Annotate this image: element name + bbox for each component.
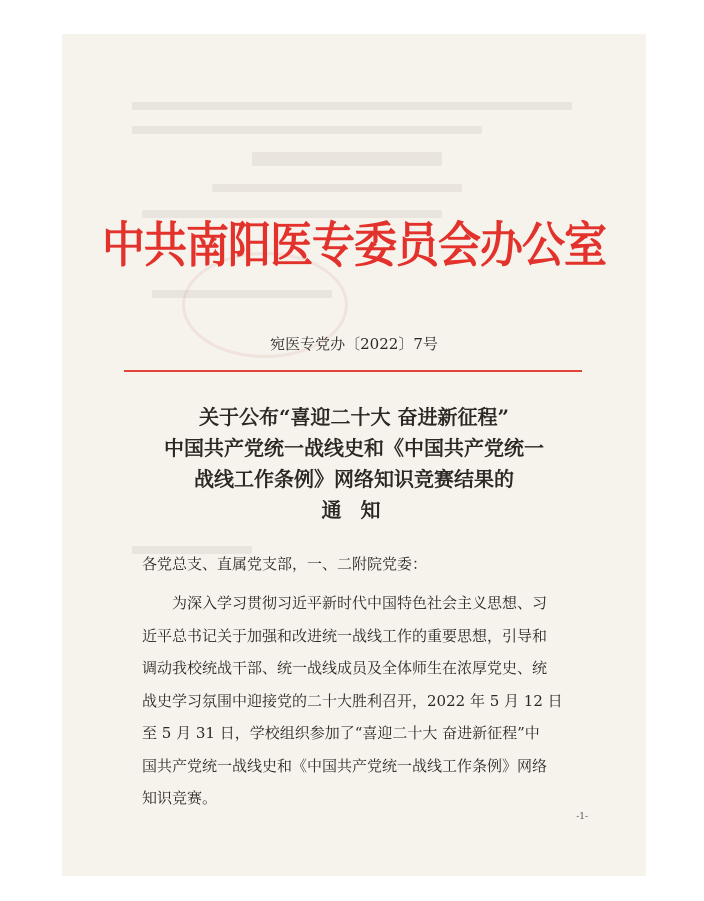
title-line-3: 战线工作条例》网络知识竞赛结果的 (194, 467, 514, 491)
salutation: 各党总支、直属党支部，一、二附院党委： (142, 555, 428, 573)
body-line: 战史学习氛围中迎接党的二十大胜利召开，2022 年 5 月 12 日 (142, 691, 563, 710)
document-page (62, 34, 646, 876)
page-number: -1- (576, 812, 588, 822)
body-line: 调动我校统战干部、统一战线成员及全体师生在浓厚党史、统 (142, 659, 548, 677)
body-line: 知识竞赛。 (142, 789, 218, 807)
red-divider-line (124, 370, 582, 372)
title-line-1: 关于公布“喜迎二十大 奋进新征程” (199, 405, 509, 429)
title-line-2: 中国共产党统一战线史和《中国共产党统一 (164, 436, 544, 460)
body-line: 近平总书记关于加强和改进统一战线工作的重要思想，引导和 (142, 626, 548, 645)
issuing-organization-header: 中共南阳医专委员会办公室 (102, 217, 606, 274)
title-line-4: 通 知 (321, 498, 387, 522)
body-line: 为深入学习贯彻习近平新时代中国特色社会主义思想、习 (172, 594, 548, 612)
notice-title (72, 402, 636, 526)
body-line: 至 5 月 31 日，学校组织参加了“喜迎二十大 奋进新征程”中 (142, 724, 540, 742)
body-line: 国共产党统一战线史和《中国共产党统一战线工作条例》网络 (142, 756, 548, 775)
document-number: 宛医专党办〔2022〕7号 (270, 335, 438, 353)
body-paragraph (142, 587, 582, 815)
